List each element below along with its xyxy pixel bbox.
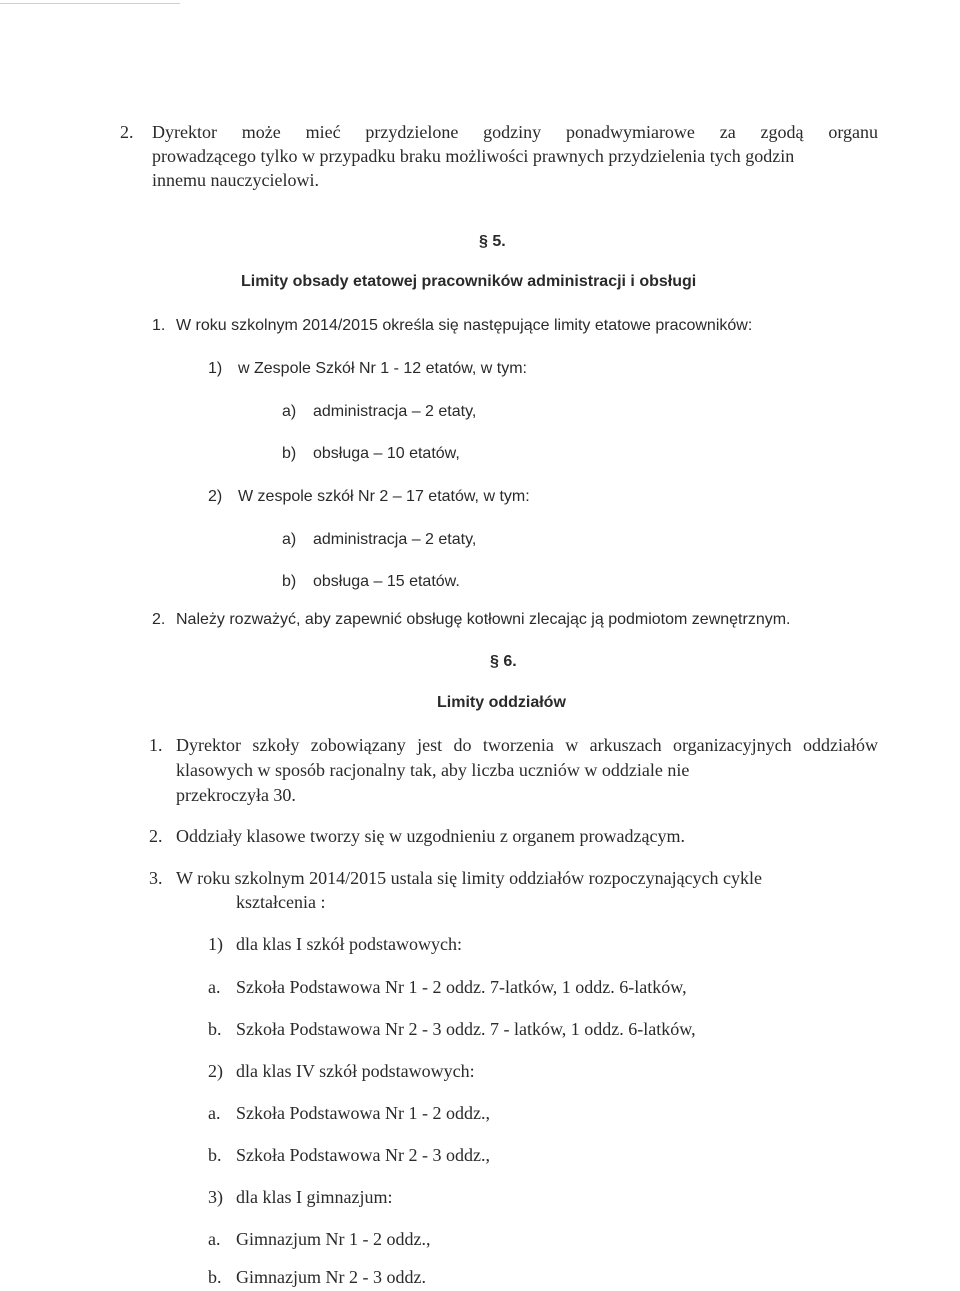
letter-item-label: a. [208, 1103, 221, 1123]
item-number: 1. [149, 735, 163, 755]
paragraph-line: kształcenia : [236, 892, 326, 912]
sub-item-text: w Zespole Szkół Nr 1 - 12 etatów, w tym: [238, 360, 527, 377]
sub-item-text: W zespole szkół Nr 2 – 17 etatów, w tym: [238, 488, 530, 505]
letter-item-text: administracja – 2 etaty, [313, 403, 477, 420]
letter-item-label: b. [208, 1145, 222, 1165]
section-symbol: § 5. [479, 233, 506, 250]
letter-item-text: Gimnazjum Nr 1 - 2 oddz., [236, 1229, 431, 1249]
letter-item-text: Gimnazjum Nr 2 - 3 oddz. [236, 1267, 426, 1287]
letter-item-text: obsługa – 15 etatów. [313, 573, 460, 590]
item-text: W roku szkolnym 2014/2015 określa się następujące limity etatowe pracowników: [176, 317, 753, 334]
paragraph-line: Dyrektor szkoły zobowiązany jest do tworzenia w arkuszach organizacyjnych oddziałów [176, 735, 878, 755]
item-number: 2. [152, 611, 166, 628]
sub-item-text: dla klas IV szkół podstawowych: [236, 1061, 475, 1081]
letter-item-text: administracja – 2 etaty, [313, 531, 477, 548]
letter-item-text: Szkoła Podstawowa Nr 2 - 3 oddz., [236, 1145, 490, 1165]
paragraph-line: W roku szkolnym 2014/2015 ustala się limity oddziałów rozpoczynających cykle [176, 868, 763, 888]
paragraph-line: klasowych w sposób racjonalny tak, aby liczba uczniów w oddziale nie [176, 760, 690, 780]
paragraph-line: przekroczyła 30. [176, 785, 296, 805]
letter-item-label: b) [282, 573, 297, 590]
scan-edge-line [0, 3, 180, 4]
item-text: Należy rozważyć, aby zapewnić obsługę kotłowni zlecając ją podmiotom zewnętrznym. [176, 611, 791, 628]
item-number: 1. [152, 317, 166, 334]
item-number: 3. [149, 868, 163, 888]
section-symbol: § 6. [490, 653, 517, 670]
letter-item-label: a) [282, 531, 297, 548]
sub-item-text: dla klas I szkół podstawowych: [236, 934, 462, 954]
letter-item-text: Szkoła Podstawowa Nr 1 - 2 oddz., [236, 1103, 490, 1123]
letter-item-label: a) [282, 403, 297, 420]
section-title: Limity obsady etatowej pracowników administracji i obsługi [241, 273, 697, 290]
paragraph-line: Dyrektor może mieć przydzielone godziny ponadwymiarowe za zgodą organu [152, 122, 878, 142]
letter-item-label: b. [208, 1019, 222, 1039]
letter-item-text: obsługa – 10 etatów, [313, 445, 460, 462]
paragraph-line: prowadzącego tylko w przypadku braku możliwości prawnych przydzielenia tych godzin [152, 146, 795, 166]
letter-item-text: Szkoła Podstawowa Nr 2 - 3 oddz. 7 - latków, 1 oddz. 6-latków, [236, 1019, 696, 1039]
sub-item-number: 1) [208, 360, 223, 377]
letter-item-text: Szkoła Podstawowa Nr 1 - 2 oddz. 7-latków, 1 oddz. 6-latków, [236, 977, 687, 997]
item-number: 2. [120, 122, 134, 142]
letter-item-label: a. [208, 1229, 221, 1249]
letter-item-label: a. [208, 977, 221, 997]
letter-item-label: b) [282, 445, 297, 462]
sub-item-text: dla klas I gimnazjum: [236, 1187, 393, 1207]
item-text: Oddziały klasowe tworzy się w uzgodnieniu z organem prowadzącym. [176, 826, 686, 846]
sub-item-number: 1) [208, 934, 223, 954]
item-number: 2. [149, 826, 163, 846]
sub-item-number: 3) [208, 1187, 223, 1207]
sub-item-number: 2) [208, 1061, 223, 1081]
letter-item-label: b. [208, 1267, 222, 1287]
section-title: Limity oddziałów [437, 694, 566, 711]
sub-item-number: 2) [208, 488, 223, 505]
paragraph-line: innemu nauczycielowi. [152, 170, 319, 190]
